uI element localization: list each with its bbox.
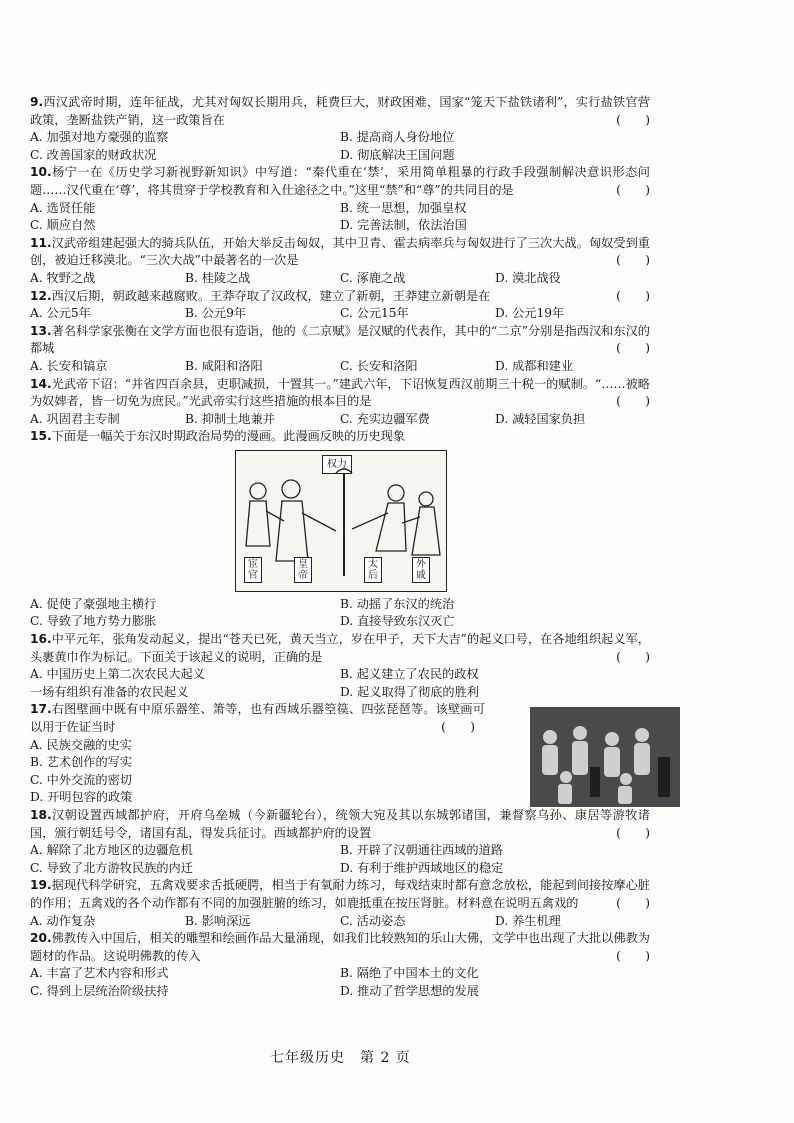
option-b[interactable]: B. 影响深远	[185, 913, 251, 928]
answer-blank[interactable]: ( )	[441, 720, 475, 735]
question-stem: 下面是一幅关于东汉时期政治局势的漫画。此漫画反映的历史现象	[51, 429, 406, 444]
option-a[interactable]: A. 解除了北方地区的边疆危机	[30, 843, 193, 858]
option-a[interactable]: A. 动作复杂	[30, 913, 96, 928]
question-number: 15.	[30, 429, 52, 444]
option-c[interactable]: C. 顺应自然	[30, 218, 96, 233]
option-b[interactable]: B. 桂陵之战	[185, 270, 251, 285]
question-number: 11.	[30, 235, 52, 250]
option-d[interactable]: D. 漠北战役	[495, 270, 561, 285]
answer-blank[interactable]: ( )	[616, 341, 650, 356]
question-16	[30, 631, 650, 701]
question-stem: 佛教传入中国后，相关的雕塑和绘画作品大量涌现，如我们比较熟知的乐山大佛，文学中也出现了大批以佛教为题材的作品。这说明佛教的传入	[30, 931, 650, 963]
answer-blank[interactable]: ( )	[616, 112, 650, 127]
question-stem: 据现代科学研究，五禽戏要求舌抵硬腭，相当于有氧耐力练习，每戏结束时都有意念放松，能起到间接按摩心脏的作用；五禽戏的各个动作都有不同的加强脏腑的练习，如鹿抵重在按压肾脏。材料意在说明五禽戏的	[30, 878, 650, 910]
question-stem: 右图壁画中既有中原乐器笙、箫等，也有西域乐器箜篌、四弦琵琶等。该壁画可以用于佐证当时	[30, 702, 485, 735]
option-a[interactable]: A. 丰富了艺术内容和形式	[30, 966, 169, 981]
option-c[interactable]: C. 导致了北方游牧民族的内迁	[30, 860, 193, 875]
option-a[interactable]: A. 中国历史上第二次农民大起义	[30, 667, 205, 682]
option-a[interactable]: A. 长安和镐京	[30, 358, 108, 373]
answer-blank[interactable]: ( )	[616, 253, 650, 268]
mural-musicians-illustration	[530, 707, 680, 807]
question-stem: 西汉后期，朝政越来越腐败。王莽夺取了汉政权，建立了新朝，王莽建立新朝是在	[51, 288, 491, 303]
answer-blank[interactable]: ( )	[616, 182, 650, 197]
option-d[interactable]: D. 减轻国家负担	[495, 411, 586, 426]
option-c[interactable]: C. 涿鹿之战	[340, 270, 406, 285]
question-stem: 光武帝下诏：“并省四百余县，吏职减损，十置其一。”建武六年，下诏恢复西汉前期三十税一的赋制。“……被略为奴婢者，皆一切免为庶民。”光武帝实行这些措施的根本目的是	[30, 376, 650, 409]
option-c[interactable]: C. 活动姿态	[340, 913, 406, 928]
empress-label: 太后	[364, 557, 382, 583]
option-d[interactable]: D. 起义取得了彻底的胜利	[340, 684, 479, 699]
question-sheet	[30, 94, 650, 1001]
option-a[interactable]: A. 促使了豪强地主横行	[30, 596, 157, 611]
question-18	[30, 807, 650, 877]
answer-blank[interactable]: ( )	[616, 394, 650, 409]
option-c[interactable]: C. 长安和洛阳	[340, 358, 418, 373]
option-d[interactable]: D. 养生机理	[495, 913, 561, 928]
option-d[interactable]: D. 直接导致东汉灭亡	[340, 614, 455, 629]
option-b[interactable]: B. 抑制土地兼并	[185, 411, 275, 426]
question-stem: 西汉武帝时期，连年征战，尤其对匈奴长期用兵，耗费巨大，财政困难，国家“笼天下盐铁诸利”，实行盐铁官营政策，垄断盐铁产销，这一政策旨在	[30, 95, 650, 127]
option-a[interactable]: A. 选贤任能	[30, 200, 96, 215]
option-d[interactable]: D. 有利于维护西域地区的稳定	[340, 860, 504, 875]
option-b[interactable]: B. 公元9年	[185, 306, 247, 321]
option-a[interactable]: A. 加强对地方豪强的监察	[30, 130, 169, 145]
question-number: 19.	[30, 878, 52, 893]
option-d[interactable]: D. 公元19年	[495, 306, 565, 321]
answer-blank[interactable]: ( )	[616, 649, 650, 664]
question-10	[30, 164, 650, 234]
option-d[interactable]: D. 完善法制，依法治国	[340, 218, 467, 233]
question-stem: 汉朝设置西域都护府，开府乌垒城（今新疆轮台），统领大宛及其以东城郭诸国，兼督察乌孙、康居等游牧诸国，颁行朝廷号令，诸国有乱，得发兵征讨。西域都护府的设置	[30, 808, 650, 840]
page-footer: 七年级历史 第 2 页	[270, 1050, 411, 1066]
question-number: 20.	[30, 931, 52, 946]
question-12	[30, 288, 650, 323]
question-stem: 杨宁一在《历史学习新视野新知识》中写道：“秦代重在‘禁’，采用简单粗暴的行政手段强制解决意识形态问题……汉代重在‘尊’，将其贯穿于学校教育和入仕途径之中。”这里“禁”和“尊”的共同目的是	[30, 165, 650, 197]
question-number: 17.	[30, 702, 52, 717]
question-stem: 中平元年，张角发动起义，提出“苍天已死，黄天当立，岁在甲子，天下大吉”的起义口号，在各地组织起义军，头裹黄巾作为标记。下面关于该起义的说明，正确的是	[30, 632, 650, 664]
option-c[interactable]: 一场有组织有准备的农民起义	[30, 684, 189, 699]
option-b[interactable]: B. 隔绝了中国本土的文化	[340, 966, 479, 981]
option-c[interactable]: C. 导致了地方势力膨胀	[30, 614, 157, 629]
option-a[interactable]: A. 巩固君主专制	[30, 411, 120, 426]
option-d[interactable]: D. 推动了哲学思想的发展	[340, 983, 479, 998]
question-number: 14.	[30, 376, 52, 391]
option-d[interactable]: D. 成都和建业	[495, 358, 574, 373]
question-17	[30, 701, 650, 807]
option-a[interactable]: A. 民族交融的史实	[30, 737, 132, 752]
answer-blank[interactable]: ( )	[616, 948, 650, 963]
option-d[interactable]: D. 开明包容的政策	[30, 790, 133, 805]
emperor-label: 皇帝	[294, 557, 312, 583]
question-14	[30, 376, 650, 429]
eunuch-label: 宦官	[244, 557, 262, 583]
relatives-label: 外戚	[412, 557, 430, 583]
question-13	[30, 323, 650, 376]
question-number: 12.	[30, 288, 52, 303]
mural-image	[530, 707, 680, 807]
question-number: 9.	[30, 95, 44, 109]
option-c[interactable]: C. 中外交流的密切	[30, 772, 132, 787]
option-b[interactable]: B. 统一思想，加强皇权	[340, 200, 467, 215]
answer-blank[interactable]: ( )	[616, 895, 650, 910]
option-b[interactable]: B. 艺术创作的写实	[30, 755, 133, 770]
option-b[interactable]: B. 动摇了东汉的统治	[340, 596, 455, 611]
option-a[interactable]: A. 公元5年	[30, 306, 91, 321]
question-number: 10.	[30, 165, 52, 180]
question-20	[30, 930, 650, 1000]
option-c[interactable]: C. 公元15年	[340, 306, 409, 321]
question-number: 16.	[30, 632, 52, 647]
option-b[interactable]: B. 咸阳和洛阳	[185, 358, 263, 373]
option-b[interactable]: B. 开辟了汉朝通往西域的道路	[340, 843, 503, 858]
option-d[interactable]: D. 彻底解决王国问题	[340, 147, 455, 162]
option-c[interactable]: C. 充实边疆军费	[340, 411, 430, 426]
option-c[interactable]: C. 改善国家的财政状况	[30, 147, 157, 162]
option-c[interactable]: C. 得到上层统治阶级扶持	[30, 983, 169, 998]
question-19	[30, 877, 650, 930]
question-9	[30, 94, 650, 164]
answer-blank[interactable]: ( )	[616, 288, 650, 303]
option-b[interactable]: B. 提高商人身份地位	[340, 130, 455, 145]
answer-blank[interactable]: ( )	[616, 825, 650, 840]
option-a[interactable]: A. 牧野之战	[30, 270, 96, 285]
power-label: 权力	[322, 455, 352, 475]
question-15	[30, 428, 650, 631]
question-11	[30, 235, 650, 288]
option-b[interactable]: B. 起义建立了农民的政权	[340, 667, 479, 682]
political-cartoon	[235, 450, 447, 592]
question-number: 18.	[30, 808, 52, 822]
question-stem: 汉武帝组建起强大的骑兵队伍，开始大举反击匈奴，其中卫青、霍去病率兵与匈奴进行了三次大战。匈奴受到重创，被迫迁移漠北。“三次大战”中最著名的一次是	[30, 235, 650, 268]
question-stem: 著名科学家张衡在文学方面也很有造诣，他的《二京赋》是汉赋的代表作，其中的“二京”分别是指西汉和东汉的都城	[30, 323, 650, 356]
question-number: 13.	[30, 323, 52, 338]
